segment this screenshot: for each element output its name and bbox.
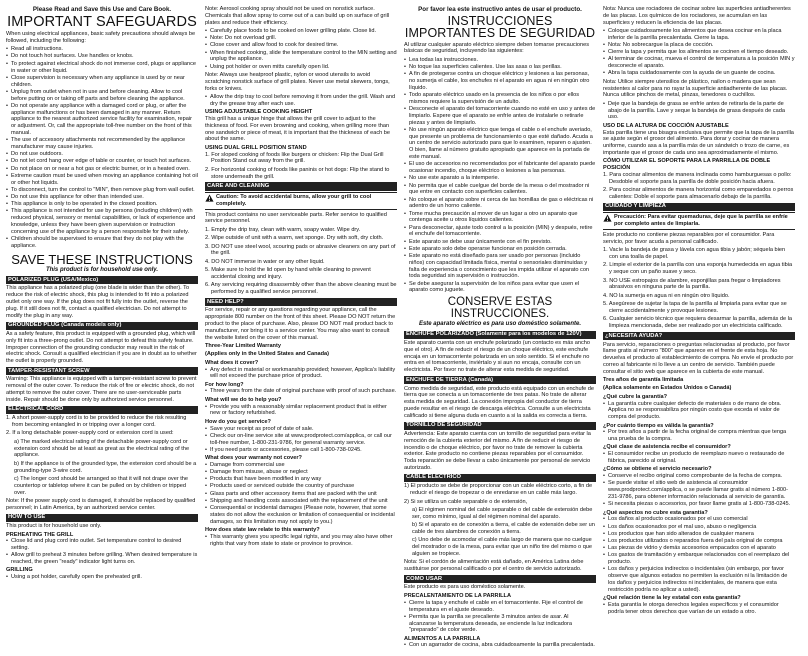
- list-item: • Allow the drip tray to cool before removing it from under the grill. Wash and dry the grease tray after each use.: [205, 94, 397, 108]
- cooking-height-heading: USING ADJUSTABLE COOKING HEIGHT: [205, 109, 313, 116]
- list-item: • El consumidor recibe un producto de reemplazo nuevo o restaurado de fábrica, parecido al original.: [603, 451, 795, 465]
- list-item: 2. Wipe outside of unit with a warm, wet sponge. Dry with soft, dry cloth.: [205, 235, 384, 242]
- preheating-list: [6, 538, 198, 566]
- list-item: • Conserve el recibo original como comprobante de la fecha de compra.: [603, 473, 795, 480]
- spanish-state-law-list: [603, 602, 795, 616]
- spanish-safeguards-title: INSTRUCCIONES IMPORTANTES DE SEGURIDAD: [404, 13, 596, 41]
- column-spanish-care: [603, 6, 795, 652]
- list-item: • This warranty gives you specific legal rights, and you may also have other rights that vary from state to state or province to province.: [205, 534, 397, 548]
- list-item: 1) El producto se debe de proporcionar con un cable eléctrico corto, a fin de reducir el riesgo de tropezar o de enredarse en un cable más largo.: [404, 483, 593, 497]
- list-item: • Abra la tapa cuidadosamente con la ayuda de un guante de cocina.: [603, 70, 795, 77]
- save-instructions-title: SAVE THESE INSTRUCTIONS: [11, 251, 193, 267]
- spanish-cord-note: Nota: Si el cordón de alimentación está dañado, en América Latina debe sustituirse por personal calificado o por el centro de servicio autorizado.: [404, 559, 584, 573]
- safeguards-title: IMPORTANT SAFEGUARDS: [7, 13, 197, 30]
- list-item: • Este aparato no está diseñado para ser usado por personas (incluido niños) con capacidad limitada física, mental o sensoriales disminuidas y falta de experiencia o conocimiento que les impida utilizar el aparato con toda seguridad sin supervisión o instrucción.: [404, 253, 596, 280]
- list-item: 1. For sloped cooking of foods like burgers or chicken: Flip the Dual Grill Position Stand out away from the grill.: [205, 151, 384, 165]
- not-cover-list: [205, 462, 397, 526]
- grilling-heading: GRILLING: [6, 567, 33, 574]
- drip-tray-list: [205, 94, 397, 108]
- list-item: • Extreme caution must be used when moving an appliance containing hot oil or other hot liquids.: [6, 173, 198, 187]
- spanish-aerosol-note: Nota: Nunca use rociadores de cocinar sobre las superficies antiadherentes de las placas. Los químicos de los rociadores, se acumulan en las superficies y reducen la eficiencia de las placas.: [603, 6, 791, 26]
- care-intro: This product contains no user serviceable parts. Refer service to qualified service personnel.: [205, 211, 387, 225]
- spanish-not-cover-heading: ¿Qué aspectos no cubre esta garantía?: [603, 509, 708, 516]
- list-item: • When finished cooking, slide the temperature control to the MIN setting and unplug the appliance.: [205, 50, 397, 64]
- grill-stand-heading: USING DUAL GRILL POSITION STAND: [205, 144, 307, 151]
- care-steps-list: [205, 227, 397, 296]
- grounded-plug-heading: GROUNDED PLUG (Canada models only): [6, 322, 198, 330]
- electrical-cord-list: [6, 415, 198, 496]
- aerosol-note: Note: Aerosol cooking spray should not be used on nonstick surface. Chemicals that allow spray to come out of a can build up on surface of grill plates and reduce their efficiency.: [205, 6, 390, 26]
- list-item: • Do not place on or near a hot gas or electric burner, or in a heated oven.: [6, 166, 198, 173]
- spanish-what-help-list: [603, 451, 795, 465]
- list-item: 6. Cualquier servicio técnico que requiera desarmar la parrilla, además de la limpieza mencionada, debe ser realizado por un electricista calificado.: [603, 316, 793, 330]
- list-item: • Children should be supervised to ensure that they do not play with the appliance.: [6, 236, 198, 250]
- how-service-heading: How do you get service?: [205, 418, 271, 425]
- list-item: • Deje que la bandeja de grasa se enfríe antes de retirarla de la parte de abajo de la parrilla. Lave y seque la bandeja de grasa después de cada uso.: [603, 101, 795, 121]
- list-item: • No use ningún aparato eléctrico que tenga el cable o el enchufe averiado, que presente un problema de funcionamiento o que esté dañado. Acuda a un centro de servicio autorizado para que lo examinen, reparen o ajusten. O bien, llame al número gratuito apropiado que aparece en la portada de este manual.: [404, 127, 596, 161]
- list-item: • Desconecte el aparato del tomacorriente cuando no esté en uso y antes de limpiarlo. Espere que el aparato se enfríe antes de instalarle o retirarle piezas y antes de limpiarlo.: [404, 106, 596, 126]
- list-item: • Do not touch hot surfaces. Use handles or knobs.: [6, 53, 198, 60]
- household-use-note: This product is for household use only.: [45, 266, 159, 273]
- safeguards-list: [6, 46, 198, 249]
- list-item: • To disconnect, turn the control to "MIN", then remove plug from wall outlet.: [6, 187, 198, 194]
- not-cover-heading: What does your warranty not cover?: [205, 455, 302, 462]
- list-item: • Note: Do not overload grill.: [205, 35, 397, 42]
- list-item: • Los gastos de tramitación y embarque relacionados con el reemplazo del producto.: [603, 552, 795, 566]
- spanish-help-text: Para servicio, reparaciones o preguntas relacionadas al producto, por favor llame gratis al número "800" que aparece en el frente de esta hoja. No devuelva el producto al establecimiento de compra. No envíe el producto por correo al fabricante ni lo lleve a un centro de servicio. También puede consultar el sitio web que aparece en la cubierta de este manual.: [603, 341, 794, 375]
- warning-icon: [603, 214, 612, 222]
- spanish-safeguards-intro: Al utilizar cualquier aparato eléctrico siempre deben tomarse precauciones básicas de seguridad, incluyendo las siguientes:: [404, 41, 590, 55]
- list-item: • Se puede visitar el sitio web de asistencia al consumidor www.prodprotect.com/applica, o se puede llamar gratis al número 1-800-231-9786, para obtener información relacionada al servicio de garantía.: [603, 480, 795, 500]
- list-item: • Los daños ocasionados por el mal uso, abuso o negligencia: [603, 524, 795, 531]
- spanish-what-cover-heading: ¿Qué cubre la garantía?: [603, 393, 668, 400]
- list-item: • Glass parts and other accessory items that are packed with the unit: [205, 491, 397, 498]
- list-item: • Los daños al producto ocasionados por el uso comercial: [603, 516, 795, 523]
- spanish-state-law-heading: ¿Qué relación tiene la ley estatal con esta garantía?: [603, 595, 741, 602]
- tamper-screw-text: Warning: This appliance is equipped with a tamper-resistant screw to prevent removal of the outer cover. To reduce the risk of fire or electric shock, do not attempt to remove the outer cover. There are no user-serviceable parts inside. Repair should be done only by authorized service personnel.: [6, 376, 197, 403]
- list-item: 1. A short power-supply cord is to be provided to reduce the risk resulting from becoming entangled in or tripping over a longer cord.: [6, 415, 187, 428]
- list-item: 2. Para cocinar alimentos de manera horizontal como emparedados o perros calientes: Doble el soporte para almacenarlo debajo de la parrilla.: [603, 187, 794, 201]
- spanish-help-heading: ¿NECESITA AYUDA?: [603, 332, 795, 340]
- list-item: • El uso de accesorios no recomendados por el fabricante del aparato puede ocasionar incendio, choque eléctrico o lesiones a las personas.: [404, 161, 596, 175]
- grill-stand-list: [205, 152, 397, 181]
- column-english-safeguards: [6, 6, 198, 652]
- list-item: • Three years from the date of original purchase with proof of such purchase.: [205, 388, 397, 395]
- list-item: • Cierre la tapa y enchufe el cable en el tomacorriente. Fije el control de temperatura en el ajuste deseado.: [404, 600, 596, 614]
- spanish-what-help-heading: ¿Qué clase de asistencia recibe el consumidor?: [603, 444, 731, 451]
- spanish-cord-heading: CABLE ELÉCTRICO: [404, 474, 596, 482]
- spanish-care-intro: Este producto no contiene piezas reparables por el consumidor. Para servicio, por favor acuda a personal calificado.: [603, 231, 775, 245]
- list-item: 2. For horizontal cooking of foods like paninis or hot dogs: Flip the stand to store underneath the grill.: [205, 166, 390, 180]
- list-item: c) Uno debe de acomodar el cable más largo de manera que no cuelgue del mostrador o de la mesa, para evitar que un niño tire del mismo o que alguien se tropiece.: [412, 537, 593, 558]
- spanish-how-long-list: [603, 429, 795, 443]
- spanish-preheat-heading: PRECALENTAMIENTO DE LA PARRILLA: [404, 592, 512, 599]
- list-item: • Este aparato se debe usar únicamente con el fin previsto.: [404, 239, 596, 246]
- list-item: 1. Para cocinar alimentos de manera inclinada como hamburguesas o pollo: Desdoble el soporte para la parrilla de doble posición hacia afuera.: [603, 172, 792, 185]
- read-save-header: Please Read and Save this Use and Care Book.: [32, 6, 172, 13]
- spanish-preheat-list: [404, 600, 596, 634]
- list-item: 6. Any servicing requiring disassembly other than the above cleaning must be performed by a qualified service personnel.: [205, 282, 397, 296]
- list-item: 3. NO USE estropajos de alambre, esponjillas para fregar o limpiadores abrasivos en ninguna parte de la parrilla.: [603, 277, 781, 291]
- caution-text: Caution: To avoid accidental burns, allow your grill to cool completely.: [216, 193, 372, 207]
- spanish-grilling-heading: ALIMENTOS A LA PARRILLA: [404, 635, 481, 642]
- spanish-how-long-heading: ¿Por cuánto tiempo es válida la garantía?: [603, 422, 714, 429]
- spanish-tamper-text: Advertencia: Este aparato cuenta con un tornillo de seguridad para evitar la remoción de la cubierta exterior del mismo. A fin de reducir el riesgo de incendio o de choque eléctrico, por favor no trate de remover la cubierta exterior. Este producto no contiene piezas reparables por el consumidor. Toda reparación se debe llevar a cabo únicamente por personal de servicio autorizado.: [404, 431, 591, 472]
- list-item: • Damage from commercial use: [205, 462, 397, 469]
- spanish-read-header: Por favor lea este instructivo antes de usar el producto.: [418, 6, 582, 13]
- spanish-stand-list: [603, 172, 795, 201]
- spanish-caution-text: Precaución: Para evitar quemaduras, deje que la parrilla se enfríe por completo antes de limpiarla.: [614, 214, 788, 228]
- list-item: • Al terminar de cocinar, mueva el control de temperatura a la posición MIN y desconecte el aparato.: [603, 56, 795, 70]
- list-item: • Any defect in material or workmanship provided; however, Applica's liability will not exceed the purchase price of product.: [205, 367, 397, 381]
- list-item: • This appliance is only to be operated in the closed position.: [6, 201, 198, 208]
- spanish-grounded-heading: ENCHUFE DE TIERRA (Canadá): [404, 376, 596, 384]
- list-item: • Consequential or incidental damages (Please note, however, that some states do not allow the exclusion or limitation of consequential or incidental damages, so this limitation may not apply to you.): [205, 505, 397, 525]
- list-item: • No permita que el cable cuelgue del borde de la mesa o del mostrador ni que entre en contacto con superficies calientes.: [404, 183, 596, 197]
- spanish-what-cover-list: [603, 401, 795, 421]
- spanish-howto-text: Este producto es para uso doméstico solamente.: [404, 584, 526, 591]
- list-item: a) El régimen nominal del cable separable o del cable de extensión debe ser, como mínimo, igual al del régimen nominal del aparato.: [412, 506, 593, 520]
- grilling-list: [6, 574, 198, 581]
- list-item: • No toque las superficies calientes. Use las asas o las perillas.: [404, 64, 596, 71]
- list-item: • Read all instructions.: [6, 46, 198, 53]
- list-item: • Nota: No sobrecargue la placa de cocción.: [603, 42, 795, 49]
- column-spanish-safeguards: [404, 6, 596, 652]
- list-item: • Se debe asegurar la supervisión de los niños para evitar que usen el aparato como juguete.: [404, 281, 596, 295]
- list-item: • Las piezas de vidrio y demás accesorios empacados con el aparato: [603, 545, 795, 552]
- spanish-stand-heading: CÓMO UTILIZAR EL SOPORTE PARA LA PARRILLA DE DOBLE POSICIÓN: [603, 158, 771, 172]
- spanish-drip-tray-list: [603, 101, 795, 121]
- polarized-plug-heading: POLARIZED PLUG (USA/Mexico): [6, 276, 198, 284]
- what-cover-heading: What does it cover?: [205, 359, 259, 366]
- list-item: • Using pot holder or oven mitts carefully open lid.: [205, 64, 397, 71]
- list-item: • A fin de protegerse contra un choque eléctrico y lesiones a las personas, no sumerja el cable, los enchufes ni el aparato en agua ni en ningún otro líquido.: [404, 71, 596, 91]
- utensils-note: Note: Always use heatproof plastic, nylon or wood utensils to avoid scratching nonstick surface of grill plates. Never use metal skewers, tongs, forks or knives.: [205, 71, 390, 92]
- spanish-warranty-heading: Tres años de garantía limitada: [603, 377, 684, 384]
- list-item: 5. Asegúrese de sujetar la tapa de la parrilla al limpiarla para evitar que se cierre accidentalmente y provoque lesiones.: [603, 301, 787, 315]
- how-to-use-heading: HOW TO USE: [6, 514, 198, 522]
- electrical-cord-note: Note: If the power supply cord is damaged, it should be replaced by qualified personnel; in Latin America, by an authorized service center.: [6, 498, 196, 511]
- what-help-list: [205, 404, 397, 418]
- spanish-tamper-heading: TORNILLO DE SEGURIDAD: [404, 422, 596, 430]
- list-item: • Damage from misuse, abuse or neglect: [205, 469, 397, 476]
- spanish-caution-box: [603, 212, 795, 230]
- list-item: • The use of accessory attachments not recommended by the appliance manufacturer may cause injuries.: [6, 137, 198, 151]
- list-item: • Los productos que han sido alterados de cualquier manera: [603, 531, 795, 538]
- list-item: • La garantía cubre cualquier defecto de materiales o de mano de obra. Applica no se responsabiliza por ningún costo que exceda el valor de compra del producto.: [603, 401, 795, 421]
- list-item: • Si necesita piezas o accesorios, por favor llame gratis al 1-800-738-0245.: [603, 501, 795, 508]
- list-item: 1. Vacíe la bandeja de grasa y lávela con agua tibia y jabón; séquela bien con una toalla de papel.: [603, 247, 786, 260]
- spanish-care-heading: CUIDADO Y LIMPIEZA: [603, 203, 795, 211]
- list-item: • Shipping and handling costs associated with the replacement of the unit: [205, 498, 397, 505]
- list-item: • Products used or serviced outside the country of purchase: [205, 483, 397, 490]
- list-item: 3. DO NOT use steel wool, scouring pads or abrasive cleaners on any part of the grill.: [205, 243, 396, 257]
- list-item: 4. NO la sumerja en agua ni en ningún otro líquido.: [603, 292, 730, 299]
- list-item: • Los daños y perjuicios indirectos o incidentales (sin embargo, por favor observe que algunos estados no permiten la exclusión ni la limitación de los daños y perjuicios indirectos ni incidentales, de manera que esta restricción podría no aplicar a usted).: [603, 566, 795, 593]
- need-help-heading: NEED HELP?: [205, 298, 397, 306]
- list-item: 2. Limpie el exterior de la parrilla con una esponja humedecida en agua tibia y seque con un paño suave y seco.: [603, 262, 793, 276]
- need-help-text: For service, repair or any questions regarding your appliance, call the appropriate 800 number on the front of this sheet. Please DO NOT return the product to the place of purchase. Also, please DO NOT mail product back to manufacturer, nor bring it to a service center. You may also want to consult the website listed on the cover of this manual.: [205, 307, 396, 341]
- list-item: 1. Empty the drip tray, clean with warm, soapy water. Wipe dry.: [205, 226, 361, 233]
- list-item: • Do not use this appliance for other than intended use.: [6, 194, 198, 201]
- electrical-cord-heading: ELECTRICAL CORD: [6, 406, 198, 414]
- list-item: • Lea todas las instrucciones.: [404, 57, 596, 64]
- list-item: • Do not operate any appliance with a damaged cord or plug, or after the appliance malfunctions or has been damaged in any manner. Return appliance to the nearest authorized service facility for examination, repair or adjustment. Or, call the appropriate toll-free number on the front of this manual.: [6, 103, 198, 137]
- safeguards-intro: When using electrical appliances, basic safety precautions should always be followed, including the following:: [6, 31, 196, 44]
- cooking-height-text: This grill has a unique hinge that allows the grill cover to adjust to the thickness of food. For even browning and cooking, when grilling more than one sandwich or piece of meat, it is important that the thickness of each be about the same.: [205, 115, 391, 143]
- list-item: • Save your receipt as proof of date of sale.: [205, 426, 397, 433]
- spanish-polarized-heading: ENCHUFE POLARIZADO (Solamente para los modelos de 120V): [404, 331, 596, 339]
- list-item: • Para desconectar, ajuste todo control a la posición (MIN) y después, retire el enchufe del tomacorriente.: [404, 225, 596, 239]
- list-item: • Products that have been modified in any way: [205, 476, 397, 483]
- list-item: • Todo aparato eléctrico usado en la presencia de los niños o por ellos mismos requiere la supervisión de un adulto.: [404, 92, 596, 106]
- list-item: • Coloque cuidadosamente los alimentos que desea cocinar en la placa inferior de la parrilla precalentada. Cierre la tapa.: [603, 28, 795, 42]
- how-long-list: [205, 388, 397, 395]
- list-item: • Tome mucha precaución al mover de un lugar a otro un aparato que contenga aceite u otros líquidos calientes.: [404, 211, 596, 225]
- caution-box: [205, 192, 397, 210]
- list-item: b) If the appliance is of the grounded type, the extension cord should be a grounding-type 3-wire cord.: [14, 460, 197, 474]
- warranty-subheading: (Applies only in the United States and Canada): [205, 351, 330, 358]
- list-item: • Close supervision is necessary when any appliance is used by or near children.: [6, 75, 198, 89]
- spanish-grilling-steps-list: [603, 28, 795, 77]
- list-item: 2. If a long detachable power-supply cord or extension cord is used:: [6, 430, 174, 437]
- list-item: • Los productos utilizados o reparados fuera del país original de compra: [603, 538, 795, 545]
- tamper-screw-heading: TAMPER-RESISTANT SCREW: [6, 367, 198, 375]
- what-cover-list: [205, 367, 397, 381]
- list-item: • Do not use outdoors.: [6, 151, 198, 158]
- list-item: • Con un agarrador de cocina, abra cuidadosamente la parrilla precalentada.: [404, 642, 596, 649]
- spanish-height-heading: USO DE LA ALTURA DE COCCIÓN AJUSTABLE: [603, 122, 729, 129]
- spanish-household-note: Este aparato eléctrico es para uso doméstico solamente.: [418, 321, 582, 328]
- list-item: • This appliance is not intended for use by persons (including children) with reduced physical, sensory or mental capabilities, or lack of experience and knowledge, unless they have been given supervision or instruction concerning use of the appliance by a person responsible for their safety.: [6, 208, 198, 235]
- how-service-list: [205, 426, 397, 454]
- what-help-heading: What will we do to help you?: [205, 396, 282, 403]
- spanish-cord-list: [404, 483, 596, 558]
- list-item: 5. Make sure to hold the lid open by hand while cleaning to prevent accidental closing and injury.: [205, 267, 371, 280]
- list-item: • Unplug from outlet when not in use and before cleaning. Allow to cool before putting on or taking off parts and before cleaning the appliance.: [6, 89, 198, 103]
- list-item: • No coloque el aparato sobre ni cerca de las hornillas de gas o eléctricas ni adentro de un horno caliente.: [404, 197, 596, 211]
- polarized-plug-text: This appliance has a polarized plug (one blade is wider than the other). To reduce the risk of electric shock, this plug is intended to fit into a polarized outlet only one way. If the plug does not fit fully into the outlet, reverse the plug. If it still does not fit, contact a qualified electrician. Do not attempt to modify the plug in any way.: [6, 285, 190, 319]
- list-item: • Este aparato solo debe operarse funcionar en posición cerrada.: [404, 246, 596, 253]
- list-item: • Do not let cord hang over edge of table or counter, or touch hot surfaces.: [6, 158, 198, 165]
- list-item: • Por tres años a partir de la fecha original de compra mientras que tenga una prueba de la compra.: [603, 429, 795, 443]
- list-item: • Allow grill to preheat 3 minutes before grilling. When desired temperature is reached, the green "ready" indicator light turns on.: [6, 552, 198, 566]
- list-item: • Close lid and plug cord into outlet. Set temperature control to desired setting.: [6, 538, 198, 552]
- preheating-heading: PREHEATING THE GRILL: [6, 531, 74, 538]
- spanish-howto-heading: COMO USAR: [404, 575, 596, 583]
- spanish-not-cover-list: [603, 516, 795, 593]
- spanish-grounded-text: Como medida de seguridad, este producto está equipado con un enchufe de tierra que se conecta a un tomacorriente de tres patas. No trate de alterar esta medida de seguridad. La conexión impropia del conductor de tierra puede resultar en el riesgo de descarga eléctrica. Consulte a un electricista calificado si tiene alguna duda en cuanto a si la salida es correcta a tierra.: [404, 385, 595, 419]
- list-item: a) The marked electrical rating of the detachable power-supply cord or extension cord should be at least as great as the electrical rating of the appliance.: [14, 438, 190, 459]
- warning-icon: [205, 194, 214, 202]
- how-to-use-text: This product is for household use only.: [6, 523, 102, 530]
- care-cleaning-heading: CARE AND CLEANING: [205, 182, 397, 190]
- spanish-grilling-list: [404, 642, 596, 649]
- grilling-steps-list: [205, 28, 397, 70]
- spanish-how-service-heading: ¿Cómo se obtiene el servicio necesario?: [603, 466, 712, 473]
- grounded-plug-text: As a safety feature, this product is equipped with a grounded plug, which will only fit into a three-prong outlet. Do not attempt to defeat this safety feature. Improper connection of the grounding conductor may result in the risk of electric shock. Consult a qualified electrician if you are in doubt as to whether the outlet is properly grounded.: [6, 330, 197, 365]
- spanish-save-title: CONSERVE ESTAS INSTRUCCIONES.: [447, 296, 553, 320]
- list-item: • Using a pot holder, carefully open the preheated grill.: [6, 574, 198, 581]
- spanish-safeguards-list: [404, 57, 596, 294]
- spanish-how-service-list: [603, 473, 795, 508]
- list-item: • Carefully place foods to be cooked on lower grilling plate. Close lid.: [205, 28, 397, 35]
- spanish-utensils-note: Nota: Utilice siempre utensilios de plástico, nailon o madera que sean resistentes al calor para no rayar la superficie antiadherente de las placas. Nunca utilice pinchos de metal, pinzas, tenedores o cuchillos.: [603, 78, 788, 99]
- list-item: 4. DO NOT immerse in water or any other liquid.: [205, 258, 325, 265]
- spanish-warranty-subheading: (Aplica solamente en Estados Unidos o Canadá): [603, 385, 732, 392]
- column-english-care: [205, 6, 397, 652]
- list-item: • Check our on-line service site at www.prodprotect.com/applica, or call our toll-free number, 1-800-231-9786, for general warranty service.: [205, 433, 397, 447]
- list-item: • To protect against electrical shock do not immerse cord, plugs or appliance in water or other liquid.: [6, 61, 198, 75]
- list-item: • If you need parts or accessories, please call 1-800-738-0245.: [205, 447, 397, 454]
- list-item: • Permita que la parrilla se precaliente 3 minutos antes de asar. Al alcanzarse la temperatura deseada, se enciende la luz indicadora "preparado" de color verde.: [404, 614, 596, 634]
- spanish-polarized-text: Este aparato cuenta con un enchufe polarizado (un contacto es más ancho que el otro). A fin de reducir el riesgo de un choque eléctrico, este enchufe encaja en un tomacorriente polarizada en un solo sentido. Si el enchufe no entra en el tomacorriente, inviértalo y si aun no encaja, consulte con un electricista. Por favor no trate de alterar esta medida de seguridad.: [404, 340, 590, 374]
- state-law-list: [205, 534, 397, 548]
- list-item: • No use este aparato a la intemperie.: [404, 175, 596, 182]
- state-law-heading: How does state law relate to this warranty?: [205, 527, 320, 534]
- list-item: • Close cover and allow food to cook for desired time.: [205, 42, 397, 49]
- spanish-height-text: Esta parrilla tiene una bisagra exclusiva que permite que la tapa de la parrilla se ajuste según el grosor del alimento. Para dorar y cocinar de manera uniforme, cuando asa a la parrilla más de un sándwich o trozo de carne, es importante que el grosor de cada uno sea aproximadamente el mismo.: [603, 129, 794, 156]
- list-item: c) The longer cord should be arranged so that it will not drape over the countertop or tabletop where it can be pulled on by children or tripped over.: [14, 476, 189, 496]
- list-item: • Provide you with a reasonably similar replacement product that is either new or factory refurbished.: [205, 404, 397, 418]
- list-item: • Cierre la tapa y permita que los alimentos se cocinen el tiempo deseado.: [603, 49, 795, 56]
- warranty-heading: Three-Year Limited Warranty: [205, 343, 281, 350]
- spanish-care-steps-list: [603, 247, 795, 330]
- list-item: b) Si el aparato es de conexión a tierra, el cable de extensión debe ser un cable de tres alambres de conexión a tierra.: [412, 522, 595, 535]
- list-item: • Esta garantía le otorga derechos legales específicos y el consumidor podría tener otros derechos que varían de un estado a otro.: [603, 602, 795, 616]
- how-long-heading: For how long?: [205, 381, 244, 388]
- list-item: 2) Si se utiliza un cable separable o de extensión,: [404, 498, 528, 505]
